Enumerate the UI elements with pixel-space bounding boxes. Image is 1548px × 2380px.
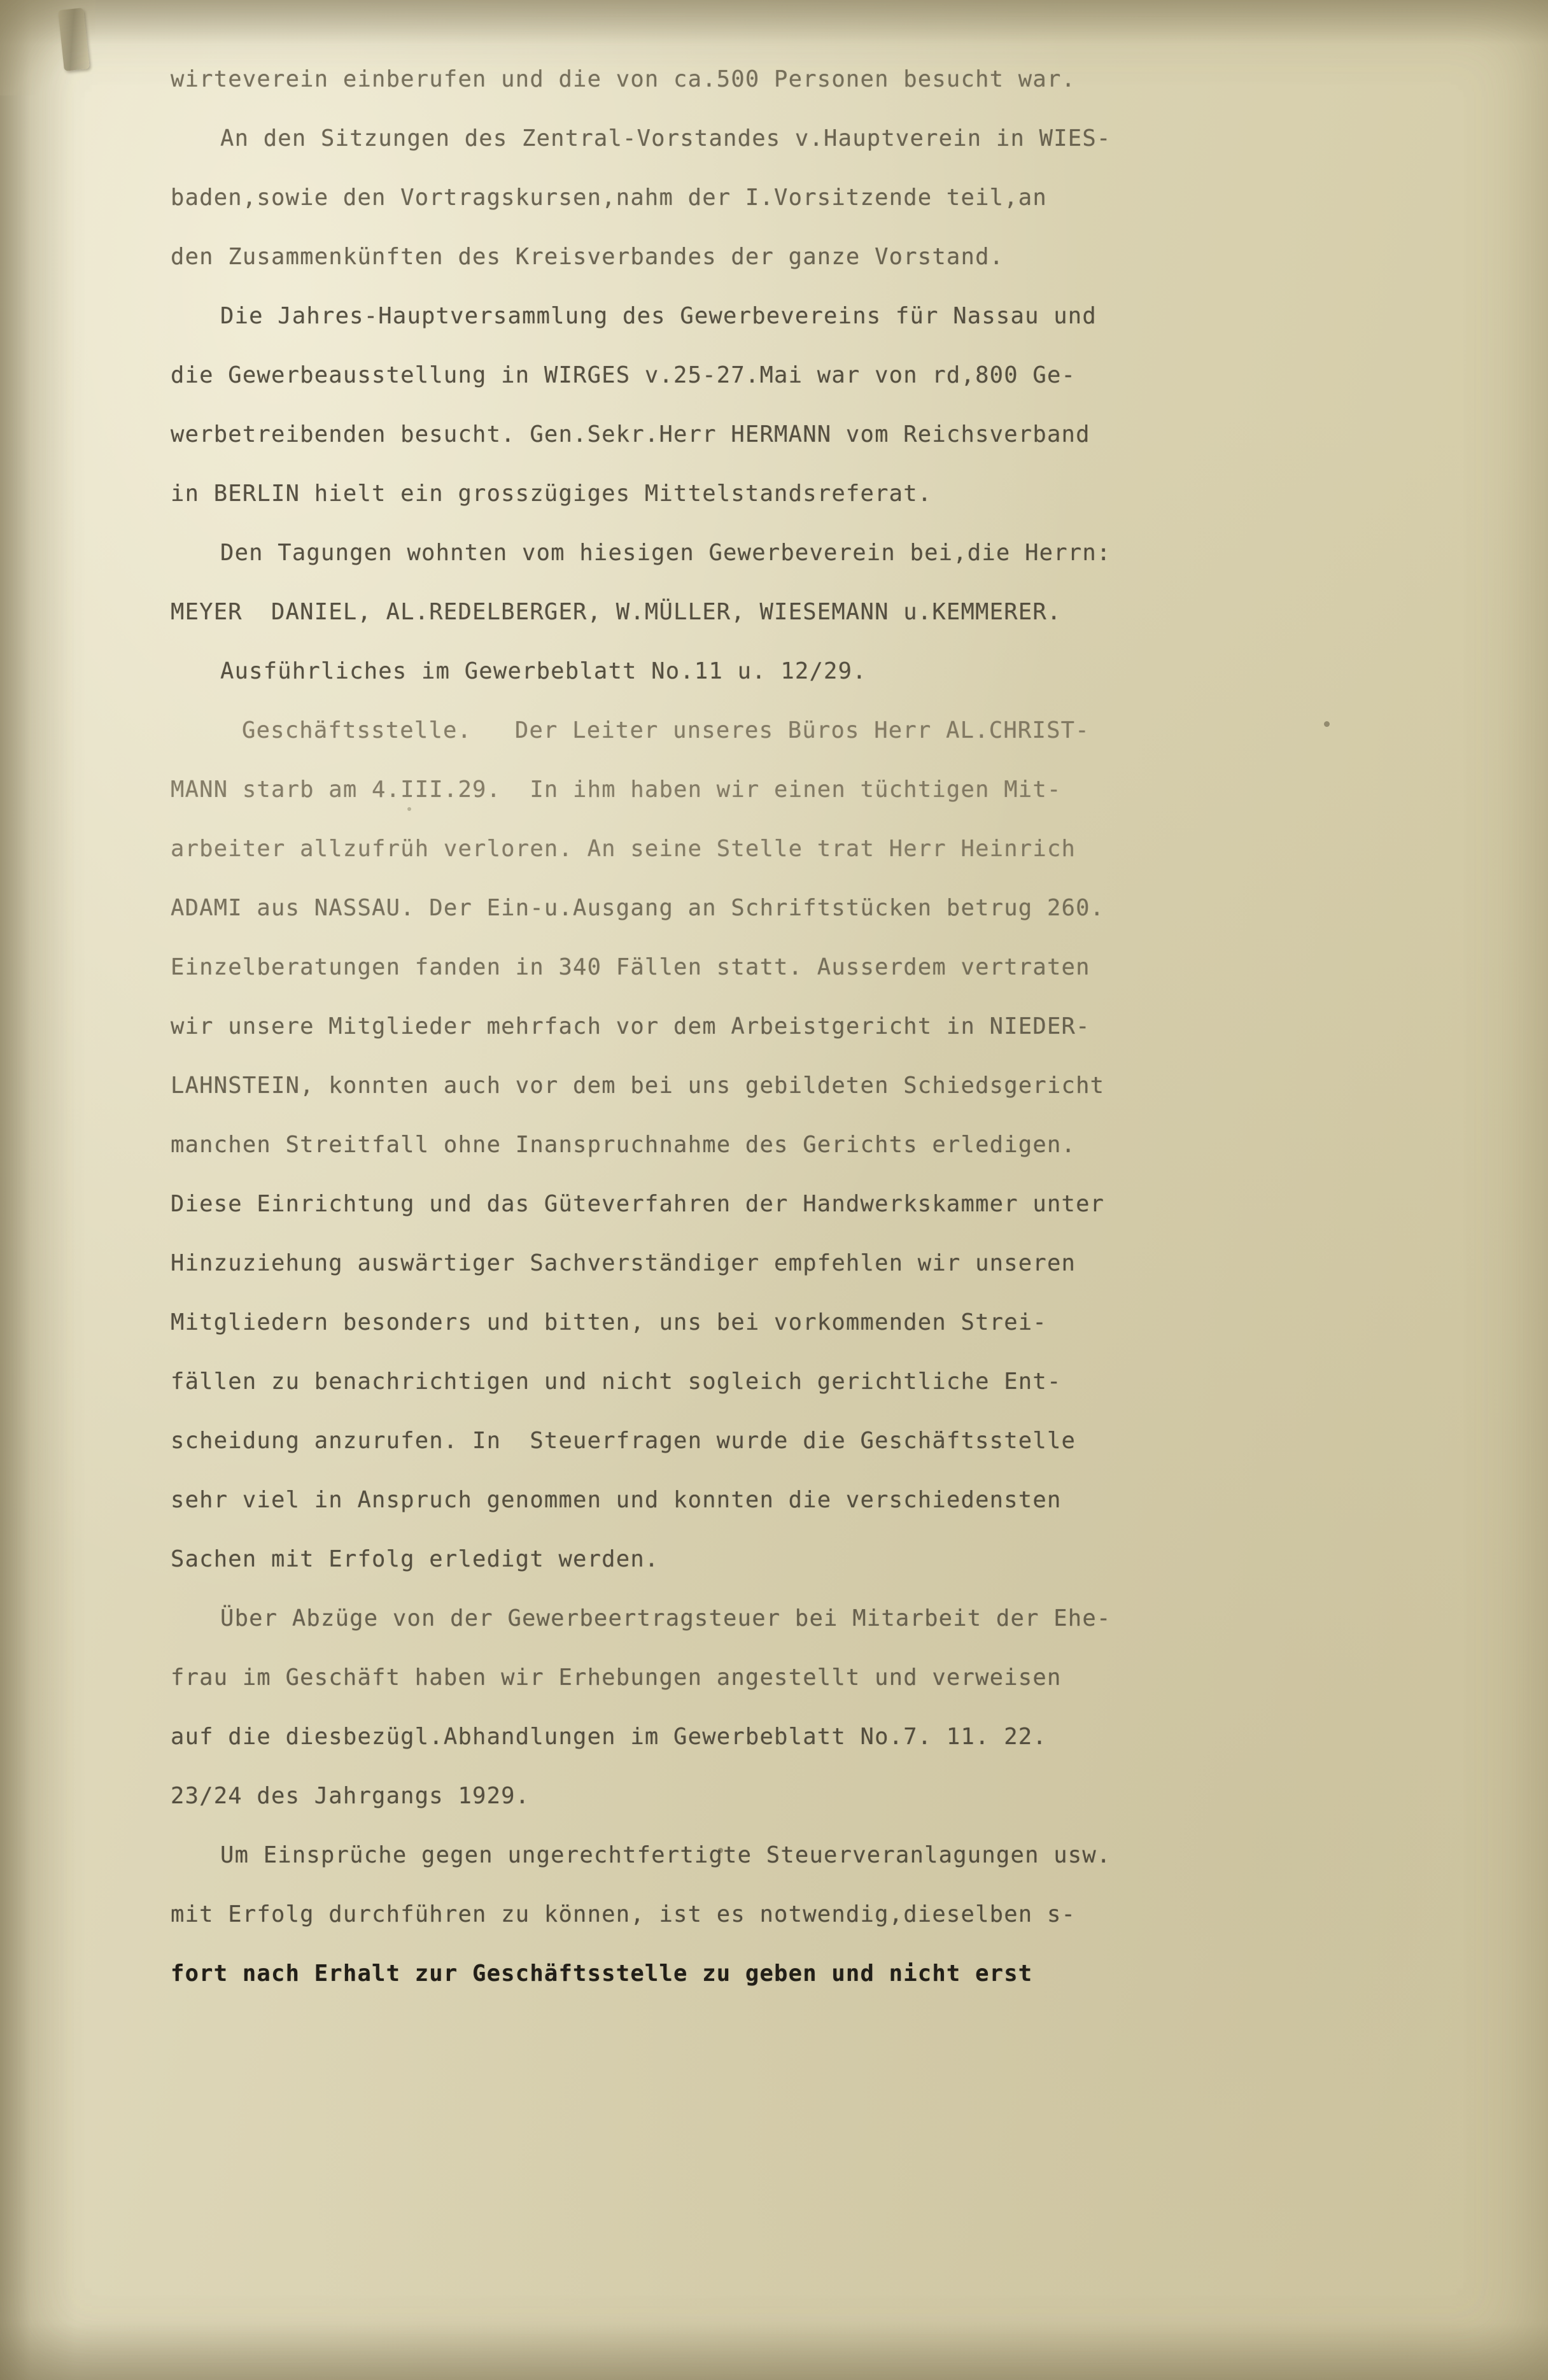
text-line: 23/24 des Jahrgangs 1929. bbox=[171, 1783, 530, 1809]
text-line: Diese Einrichtung und das Güteverfahren der Handwerkskammer unter bbox=[171, 1191, 1105, 1217]
document-body bbox=[171, 50, 1482, 2003]
text-line: fort nach Erhalt zur Geschäftsstelle zu geben und nicht erst bbox=[171, 1961, 1033, 1987]
text-line: LAHNSTEIN, konnten auch vor dem bei uns gebildeten Schiedsgericht bbox=[171, 1073, 1105, 1099]
text-line: manchen Streitfall ohne Inanspruchnahme des Gerichts erledigen. bbox=[171, 1132, 1076, 1158]
text-line: sehr viel in Anspruch genommen und konnten die verschiedensten bbox=[171, 1487, 1062, 1513]
text-line: werbetreibenden besucht. Gen.Sekr.Herr HERMANN vom Reichsverband bbox=[171, 421, 1090, 447]
text-line: arbeiter allzufrüh verloren. An seine Stelle trat Herr Heinrich bbox=[171, 836, 1076, 862]
text-line: Geschäftsstelle. Der Leiter unseres Büros Herr AL.CHRIST- bbox=[242, 717, 1090, 743]
text-line: MEYER DANIEL, AL.REDELBERGER, W.MÜLLER, WIESEMANN u.KEMMERER. bbox=[171, 599, 1062, 625]
text-line: mit Erfolg durchführen zu können, ist es notwendig,dieselben s- bbox=[171, 1901, 1076, 1927]
text-line: die Gewerbeausstellung in WIRGES v.25-27.Mai war von rd,800 Ge- bbox=[171, 362, 1076, 388]
text-line: in BERLIN hielt ein grosszügiges Mittelstandsreferat. bbox=[171, 481, 932, 507]
text-line: frau im Geschäft haben wir Erhebungen angestellt und verweisen bbox=[171, 1665, 1062, 1691]
text-line: ADAMI aus NASSAU. Der Ein-u.Ausgang an Schriftstücken betrug 260. bbox=[171, 895, 1105, 921]
text-line: Die Jahres-Hauptversammlung des Gewerbevereins für Nassau und bbox=[220, 303, 1097, 329]
page-top-shadow bbox=[0, 0, 1548, 45]
text-line: Mitgliedern besonders und bitten, uns bei vorkommenden Strei- bbox=[171, 1309, 1047, 1335]
text-line: Den Tagungen wohnten vom hiesigen Gewerbeverein bei,die Herrn: bbox=[220, 540, 1111, 566]
text-line: wir unsere Mitglieder mehrfach vor dem Arbeistgericht in NIEDER- bbox=[171, 1013, 1090, 1039]
text-line: Sachen mit Erfolg erledigt werden. bbox=[171, 1546, 659, 1572]
text-line: MANN starb am 4.III.29. In ihm haben wir einen tüchtigen Mit- bbox=[171, 777, 1062, 803]
text-line: baden,sowie den Vortragskursen,nahm der I.Vorsitzende teil,an bbox=[171, 185, 1047, 211]
page-bottom-shadow bbox=[0, 2323, 1548, 2380]
text-line: wirteverein einberufen und die von ca.500 Personen besucht war. bbox=[171, 66, 1076, 92]
text-line: auf die diesbezügl.Abhandlungen im Gewerbeblatt No.7. 11. 22. bbox=[171, 1724, 1047, 1750]
text-line: den Zusammenkünften des Kreisverbandes der ganze Vorstand. bbox=[171, 244, 1004, 270]
text-line: Um Einsprüche gegen ungerechtfertigte Steuerveranlagungen usw. bbox=[220, 1842, 1111, 1868]
text-line: scheidung anzurufen. In Steuerfragen wurde die Geschäftsstelle bbox=[171, 1428, 1076, 1454]
page-left-shadow bbox=[0, 0, 76, 2380]
text-line: Über Abzüge von der Gewerbeertragsteuer bei Mitarbeit der Ehe- bbox=[220, 1605, 1111, 1631]
text-line: An den Sitzungen des Zentral-Vorstandes v.Hauptverein in WIES- bbox=[220, 125, 1111, 151]
text-line: fällen zu benachrichtigen und nicht sogleich gerichtliche Ent- bbox=[171, 1369, 1062, 1395]
text-line: Ausführliches im Gewerbeblatt No.11 u. 12/29. bbox=[220, 658, 867, 684]
text-line: Einzelberatungen fanden in 340 Fällen statt. Ausserdem vertraten bbox=[171, 954, 1090, 980]
text-line: Hinzuziehung auswärtiger Sachverständiger empfehlen wir unseren bbox=[171, 1250, 1076, 1276]
